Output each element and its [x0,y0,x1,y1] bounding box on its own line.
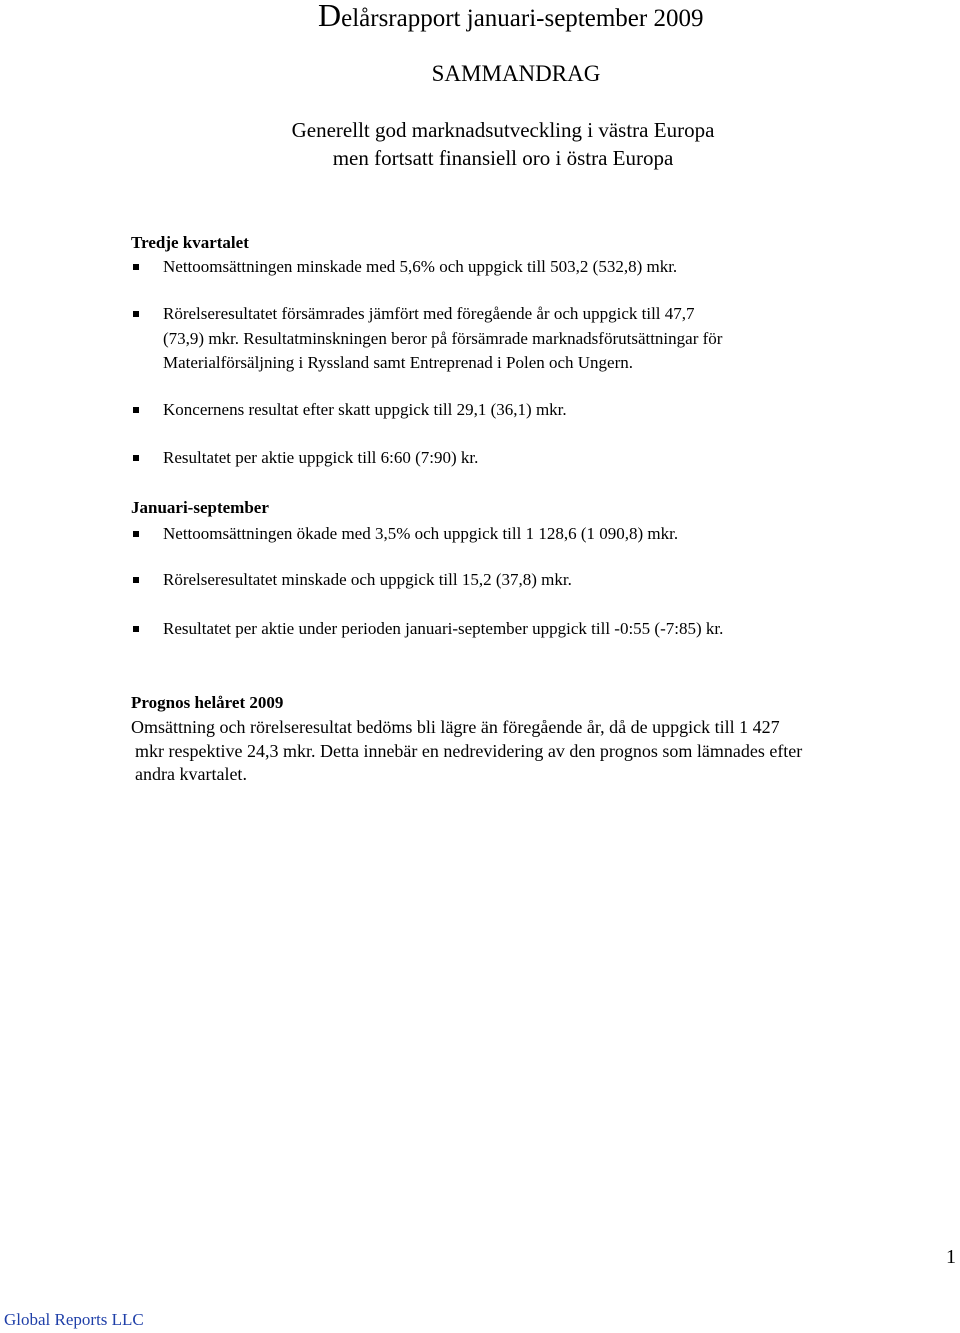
q3-bullet-3: Koncernens resultat efter skatt uppgick till 29,1 (36,1) mkr. [163,400,567,419]
bullet-icon [133,577,139,583]
headline-line-1: Generellt god marknadsutveckling i västra Europa [291,118,715,142]
q3-bullet-2-line-2: (73,9) mkr. Resultatminskningen beror på försämrade marknadsförutsättningar för [163,329,723,348]
q3-bullet-2-line-3: Materialförsäljning i Ryssland samt Entreprenad i Polen och Ungern. [163,353,634,372]
footer-brand: Global Reports LLC [4,1310,144,1329]
document-title [318,0,703,34]
bullet-icon [133,264,139,270]
q3-heading: Tredje kvartalet [131,233,249,252]
forecast-line-1: Omsättning och rörelseresultat bedöms bli lägre än föregående år, då de uppgick till 1 427 [131,717,780,737]
q3-bullet-1: Nettoomsättningen minskade med 5,6% och uppgick till 503,2 (532,8) mkr. [163,257,678,276]
forecast-line-2: mkr respektive 24,3 mkr. Detta innebär en nedrevidering av den prognos som lämnades efter [135,741,803,761]
page-number: 1 [946,1246,956,1268]
bullet-icon [133,626,139,632]
bullet-icon [133,531,139,537]
forecast-heading: Prognos helåret 2009 [131,693,284,712]
jan-sep-heading: Januari-september [131,498,269,517]
document-title-rest: elårsrapport januari-september 2009 [341,5,704,32]
headline-line-2: men fortsatt finansiell oro i östra Europa [332,146,674,170]
jan-sep-bullet-1: Nettoomsättningen ökade med 3,5% och uppgick till 1 128,6 (1 090,8) mkr. [163,524,679,543]
forecast-line-3: andra kvartalet. [135,764,247,784]
q3-bullet-2-line-1: Rörelseresultatet försämrades jämfört med föregående år och uppgick till 47,7 [163,304,695,323]
summary-heading: SAMMANDRAG [431,61,601,86]
jan-sep-bullet-3: Resultatet per aktie under perioden januari-september uppgick till -0:55 (-7:85) kr. [163,619,724,638]
q3-bullet-4: Resultatet per aktie uppgick till 6:60 (7:90) kr. [163,448,479,467]
bullet-icon [133,311,139,317]
document-title-initial: D [318,0,342,33]
bullet-icon [133,455,139,461]
bullet-icon [133,407,139,413]
jan-sep-bullet-2: Rörelseresultatet minskade och uppgick till 15,2 (37,8) mkr. [163,570,572,589]
